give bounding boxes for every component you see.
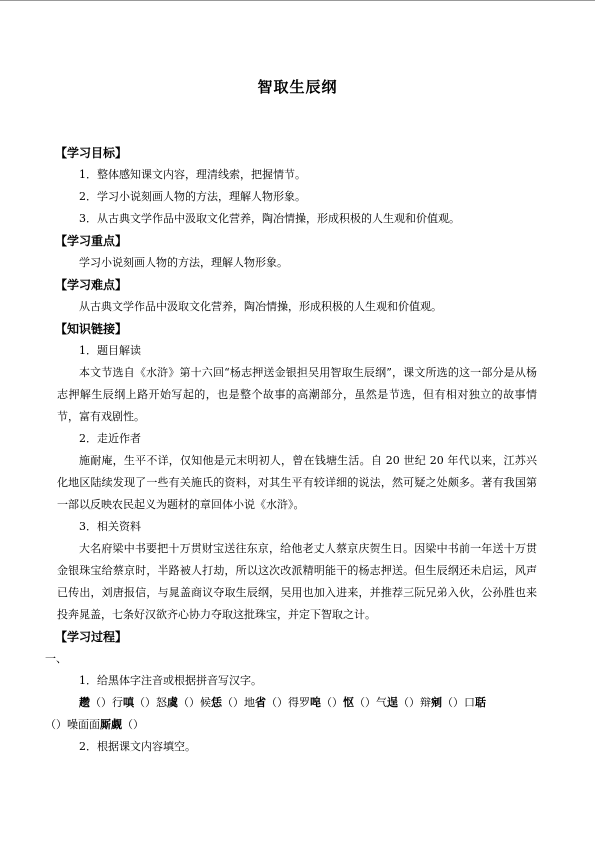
bold-character: 觑 [111, 718, 122, 731]
bold-character: 厮 [100, 718, 111, 731]
process-heading: 【学习过程】 [55, 630, 128, 644]
exercise-line-1 [57, 692, 537, 714]
bold-character: 省 [255, 696, 266, 709]
section-title-author: 2．走近作者 [79, 432, 141, 445]
goal-item: 3．从古典文学作品中汲取文化营养，陶冶情操，形成积极的人生观和价值观。 [79, 212, 460, 225]
goal-item: 1．整体感知课文内容，理清线索，把握情节。 [79, 168, 306, 181]
document-body [45, 142, 537, 758]
background-paragraph: 大名府梁中书要把十万贯财宝送往东京，给他老丈人蔡京庆贺生日。因梁中书前一年送十万贯金银珠宝给蔡京时，半路被人打劫，所以这次改派精明能干的杨志押送。但生辰纲还未启运，风声已传出，刘唐报信，与晁盖商议夺取生辰纲，吴用也加入进来，并推荐三阮兄弟入伙，公孙胜也来投奔晁盖，七条好汉欲齐心协力夺取这批珠宝，并定下智取之计。 [57, 542, 537, 621]
difficulty-heading: 【学习难点】 [55, 278, 128, 292]
key-heading: 【学习重点】 [55, 234, 128, 248]
links-heading: 【知识链接】 [55, 322, 128, 336]
blank-segment: （）怒 [134, 696, 167, 709]
header-rule [0, 0, 595, 1]
blank-segment: （）得罗 [266, 696, 310, 709]
topic-paragraph: 本文节选自《水浒》第十六回“杨志押送金银担吴用智取生辰纲”，课文所选的这一部分是从杨志押解生辰纲上路开始写起的，也是整个故事的高潮部分，虽然是节选，但有相对独立的故事情节，富有戏剧性。 [57, 366, 537, 423]
blank-segment: （）噪面面 [45, 718, 100, 731]
blank-segment: （）地 [222, 696, 255, 709]
bold-character: 怄 [343, 696, 354, 709]
goal-item: 2．学习小说刻画人物的方法，理解人物形象。 [79, 190, 306, 203]
author-paragraph: 施耐庵，生平不详，仅知他是元末明初人，曾在钱塘生活。自 20 世纪 20 年代以来，江苏兴化地区陆续发现了一些有关施氏的资料，对其生平有较详细的说法，然可疑之处颇多。著有我国第一部以反映农民起义为题材的章回体小说《水浒》。 [57, 454, 537, 511]
difficulty-text: 从古典文学作品中汲取文化营养，陶冶情操，形成积极的人生观和价值观。 [79, 300, 442, 313]
section-title-background: 3．相关资料 [79, 520, 141, 533]
bold-character: 剜 [431, 696, 442, 709]
bold-character: 逞 [387, 696, 398, 709]
blank-segment: （） [321, 696, 343, 709]
bold-character: 恁 [211, 696, 222, 709]
bold-character: 嗔 [123, 696, 134, 709]
bold-character: 虞 [167, 696, 178, 709]
bold-character: 唣 [310, 696, 321, 709]
question-2: 2．根据课文内容填空。 [79, 740, 196, 753]
blank-segment: （）行 [90, 696, 123, 709]
blank-segment: （）口 [442, 696, 475, 709]
blank-segment: （）候 [178, 696, 211, 709]
section-title-topic: 1．题目解读 [79, 344, 141, 357]
blank-segment: （）辩 [398, 696, 431, 709]
blank-segment: （）气 [354, 696, 387, 709]
bold-character: 聒 [475, 696, 486, 709]
question-1: 1．给黑体字注音或根据拼音写汉字。 [79, 674, 262, 687]
exercise-line-2 [45, 714, 537, 736]
key-text: 学习小说刻画人物的方法，理解人物形象。 [79, 256, 288, 269]
part-marker: 一、 [45, 652, 67, 665]
page-title: 智取生辰纲 [257, 78, 338, 96]
bold-character: 趱 [79, 696, 90, 709]
goals-heading: 【学习目标】 [55, 146, 128, 160]
blank-segment: （） [122, 718, 144, 731]
